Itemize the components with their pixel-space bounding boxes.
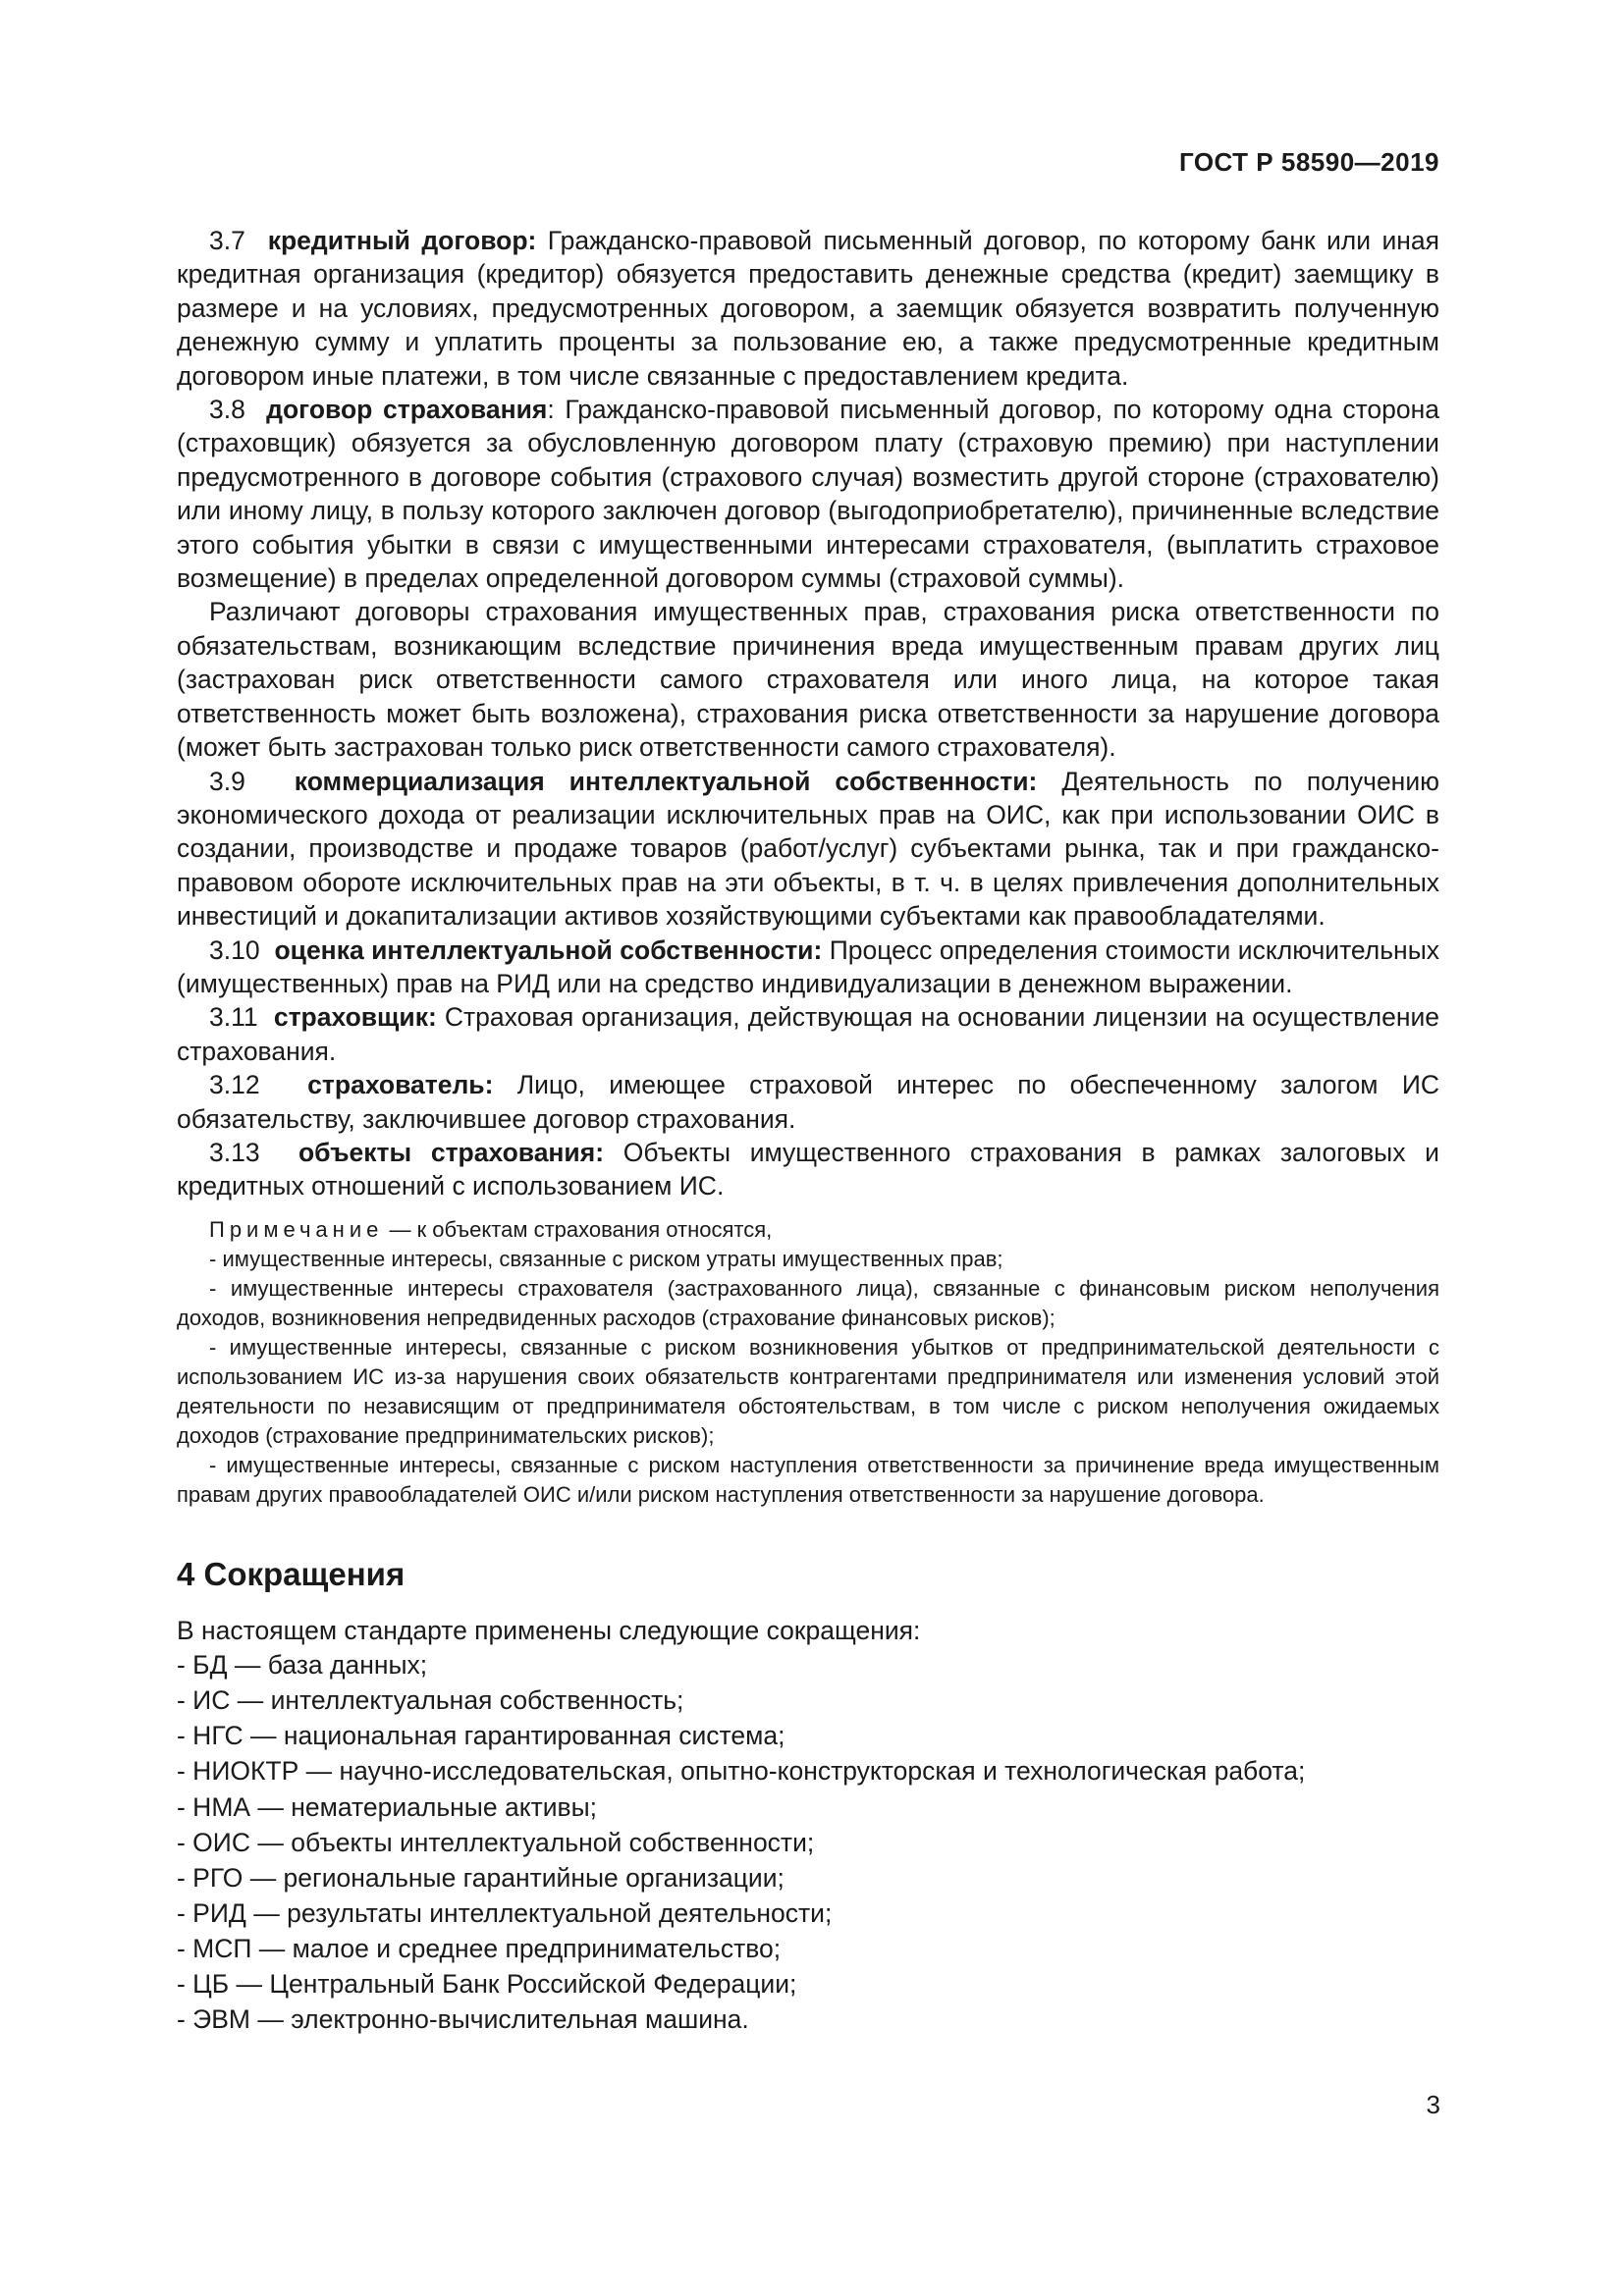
note-label: Примечание: [209, 1216, 384, 1242]
paragraph-text: Различают договоры страхования имущественных прав, страхования риска ответственности по обязательствам, возникающим вследствие причинения вреда имущественным правам других лиц (застрахован риск ответственности самого страхователя или иного лица, на которое такая ответственность может быть возложена), страхования риска ответственности за нарушение договора (может быть застрахован только риск ответственности самого страхователя).: [177, 597, 1439, 763]
term-definition: Объекты имущественного страхования в рамках залоговых и кредитных отношений с использованием ИС.: [177, 1137, 1439, 1201]
note-item: - имущественные интересы, связанные с риском возникновения убытков от предпринимательской деятельности с использованием ИС из-за нарушения своих обязательств контрагентами предпринимателя или изменения условий этой деятельности по независящим от предпринимателя обстоятельствам, в том числе с риском неполучения ожидаемых доходов (страхование предпринимательских рисков);: [177, 1334, 1439, 1448]
page-content: [177, 224, 1439, 2037]
term-number: 3.13: [209, 1137, 260, 1167]
document-header: ГОСТ Р 58590—2019: [1178, 147, 1439, 177]
note-block: [177, 1215, 1439, 1510]
term-3-7: [177, 224, 1439, 393]
term-number: 3.8: [209, 395, 245, 425]
abbreviations-list: [177, 1647, 1439, 2037]
abbreviation-item: - ОИС — объекты интеллектуальной собственности;: [177, 1827, 815, 1857]
term-definition: Процесс определения стоимости исключительных (имущественных) прав на РИД или на средство индивидуализации в денежном выражении.: [177, 934, 1439, 998]
abbreviation-item: - РГО — региональные гарантийные организации;: [177, 1862, 785, 1893]
note-intro: [177, 1215, 1439, 1245]
term-number: 3.7: [209, 226, 245, 255]
note-item: - имущественные интересы, связанные с риском утраты имущественных прав;: [209, 1246, 1003, 1271]
term-number: 3.12: [209, 1070, 260, 1100]
abbreviation-item: - ЭВМ — электронно-вычислительная машина.: [177, 2004, 749, 2035]
note-item: - имущественные интересы страхователя (застрахованного лица), связанные с финансовым риском неполучения доходов, возникновения непредвиденных расходов (страхование финансовых рисков);: [177, 1275, 1439, 1330]
term-definition: Гражданско-правовой письменный договор, по которому банк или иная кредитная организация (кредитор) обязуется предоставить денежные средства (кредит) заемщику в размере и на условиях, предусмотренных договором, а заемщик обязуется возвратить полученную денежную сумму и уплатить проценты за пользование ею, а также предусмотренные кредитным договором иные платежи, в том числе связанные с предоставлением кредита.: [177, 226, 1439, 391]
term-number: 3.9: [209, 766, 245, 796]
abbreviation-item: - РИД — результаты интеллектуальной деятельности;: [177, 1897, 833, 1928]
term-title: страховщик:: [273, 1002, 437, 1033]
term-number: 3.11: [209, 1002, 258, 1033]
term-title: страхователь:: [307, 1070, 494, 1100]
abbreviations-intro: В настоящем стандарте применены следующие сокращения:: [177, 1615, 921, 1645]
term-definition: Страховая организация, действующая на основании лицензии на осуществление страхования.: [177, 1002, 1439, 1066]
term-title: объекты страхования:: [298, 1137, 605, 1167]
term-3-11: [177, 1000, 1439, 1068]
abbreviation-item: - ЦБ — Центральный Банк Российской Федерации;: [177, 1969, 797, 2000]
term-3-12: [177, 1068, 1439, 1136]
abbreviation-item: - НГС — национальная гарантированная система;: [177, 1721, 785, 1751]
abbreviation-item: - НИОКТР — научно-исследовательская, опытно-конструкторская и технологическая работа;: [177, 1756, 1306, 1787]
abbreviation-item: - НМА — нематериальные активы;: [177, 1791, 598, 1822]
term-3-10: [177, 934, 1439, 1001]
section-heading: 4 Сокращения: [177, 1555, 406, 1592]
term-title: оценка интеллектуальной собственности:: [274, 934, 823, 965]
term-title: кредитный договор:: [267, 226, 537, 255]
note-item: - имущественные интересы, связанные с риском наступления ответственности за причинение вреда имущественным правам других правообладателей ОИС и/или риском наступления ответственности за нарушение договора.: [177, 1452, 1439, 1507]
term-number: 3.10: [209, 934, 260, 965]
term-3-8-continuation: [177, 595, 1439, 764]
term-definition: : Гражданско-правовой письменный договор, по которому одна сторона (страховщик) обязуется за обусловленную договором плату (страховую премию) при наступлении предусмотренного в договоре события (страхового случая) возместить другой стороне (страхователю) или иному лицу, в пользу которого заключен договор (выгодоприобретателю), причиненные вследствие этого события убытки в связи с имущественными интересами страхователя, (выплатить страховое возмещение) в пределах определенной договором суммы (страховой суммы).: [177, 395, 1439, 594]
term-3-8: [177, 393, 1439, 595]
term-3-13: [177, 1136, 1439, 1203]
term-title: договор страхования: [266, 395, 548, 425]
term-definition: Лицо, имеющее страховой интерес по обеспеченному залогом ИС обязательству, заключившее договор страхования.: [177, 1070, 1440, 1134]
term-3-9: [177, 765, 1439, 934]
page-number: 3: [1426, 2090, 1440, 2119]
term-definition: Деятельность по получению экономического дохода от реализации исключительных прав на ОИС, как при использовании ОИС в создании, производстве и продаже товаров (работ/услуг) субъектами рынка, так и при гражданско-правовом обороте исключительных прав на эти объекты, в т. ч. в целях привлечения дополнительных инвестиций и докапитализации активов хозяйствующими субъектами как правообладателями.: [177, 766, 1439, 932]
abbreviation-item: - БД — база данных;: [177, 1650, 428, 1681]
abbreviation-item: - ИС — интеллектуальная собственность;: [177, 1685, 684, 1716]
term-title: коммерциализация интеллектуальной собственности:: [294, 766, 1038, 796]
abbreviation-item: - МСП — малое и среднее предпринимательство;: [177, 1933, 782, 1963]
note-intro-text: — к объектам страхования относятся,: [383, 1216, 773, 1242]
